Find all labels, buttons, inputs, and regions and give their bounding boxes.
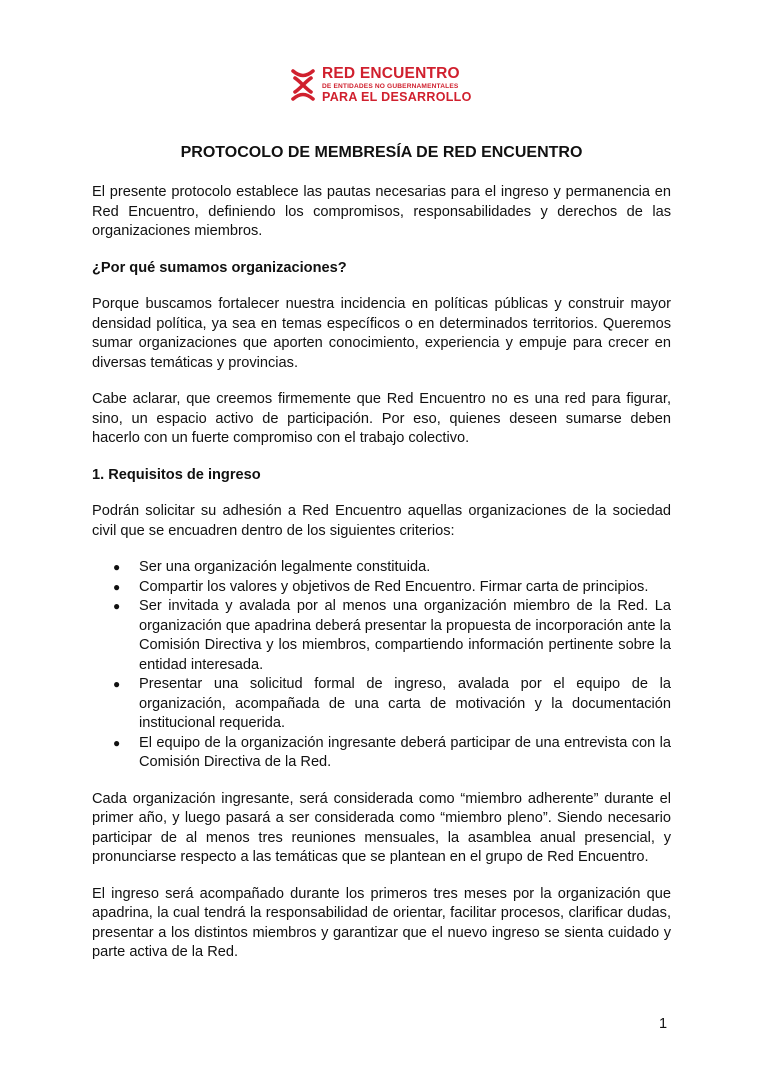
section-requirements-paragraph-2: El ingreso será acompañado durante los primeros tres meses por la organización que apadrina, la cual tendrá la responsabilidad de orientar, facilitar procesos, clarificar dudas, presentar a los distintos miembros y garantizar que el nuevo ingreso se sienta cuidado y parte activa de la Red. [92,885,671,960]
list-item [92,597,671,675]
requirements-list [92,558,671,773]
logo-line-1: RED ENCUENTRO [322,65,460,82]
section-requirements-paragraph-1: Cada organización ingresante, será considerada como “miembro adherente” durante el primer año, y luego pasará a ser considerada como “miembro pleno”. Siendo necesario participar de al menos tres reuniones mensuales, la asamblea anual presencial, y pronunciarse respecto a las temáticas que se plantean en el grupo de Red Encuentro. [92,790,671,865]
list-item-text: El equipo de la organización ingresante deberá participar de una entrevista con la Comisión Directiva de la Red. [139,734,671,770]
intro-paragraph: El presente protocolo establece las pautas necesarias para el ingreso y permanencia en Red Encuentro, definiendo los compromisos, responsabilidades y derechos de las organizaciones miembros. [92,184,671,239]
list-item-text: Compartir los valores y objetivos de Red Encuentro. Firmar carta de principios. [139,578,649,595]
document-body [92,143,671,963]
section-requirements-heading: 1. Requisitos de ingreso [92,466,261,483]
logo-wordmark [322,66,472,104]
section-why-paragraph-1: Porque buscamos fortalecer nuestra incidencia en políticas públicas y construir mayor densidad política, ya sea en temas específicos o en determinados territorios. Queremos sumar organizaciones que aporten conocimiento, experiencia y empuje para crecer en diversas temáticas y provincias. [92,296,671,371]
list-item-text: Ser una organización legalmente constituida. [139,559,431,575]
section-requirements-intro: Podrán solicitar su adhesión a Red Encuentro aquellas organizaciones de la sociedad civil que se encuadren dentro de los siguientes criterios: [92,503,671,539]
list-item [92,734,671,773]
document-title: PROTOCOLO DE MEMBRESÍA DE RED ENCUENTRO [180,144,583,161]
bullet-icon: ● [113,560,121,574]
bullet-icon: ● [113,579,121,594]
list-item [92,558,671,578]
section-why-paragraph-2: Cabe aclarar, que creemos firmemente que Red Encuentro no es una red para figurar, sino, un espacio activo de participación. Por eso, quienes deseen sumarse deben hacerlo con un fuerte compromiso con el trabajo colectivo. [92,391,671,446]
list-item [92,578,671,598]
bullet-icon: ● [113,599,121,613]
list-item [92,675,671,734]
section-why-heading: ¿Por qué sumamos organizaciones? [92,259,347,276]
list-item-text: Ser invitada y avalada por al menos una organización miembro de la Red. La organización que apadrina deberá presentar la propuesta de incorporación ante la Comisión Directiva y los miembros, compartiendo información pertinente sobre la entidad interesada. [139,598,671,673]
list-item-text: Presentar una solicitud formal de ingreso, avalada por el equipo de la organización, acompañada de una carta de motivación y la documentación institucional requerida. [139,676,671,731]
logo-line-3: PARA EL DESARROLLO [322,90,472,105]
red-encuentro-logo-icon [290,69,316,101]
bullet-icon: ● [113,735,121,750]
bullet-icon: ● [113,677,121,691]
organization-logo [290,66,472,104]
page-number: 1 [659,1016,668,1032]
logo-line-2: DE ENTIDADES NO GUBERNAMENTALES [322,82,459,90]
